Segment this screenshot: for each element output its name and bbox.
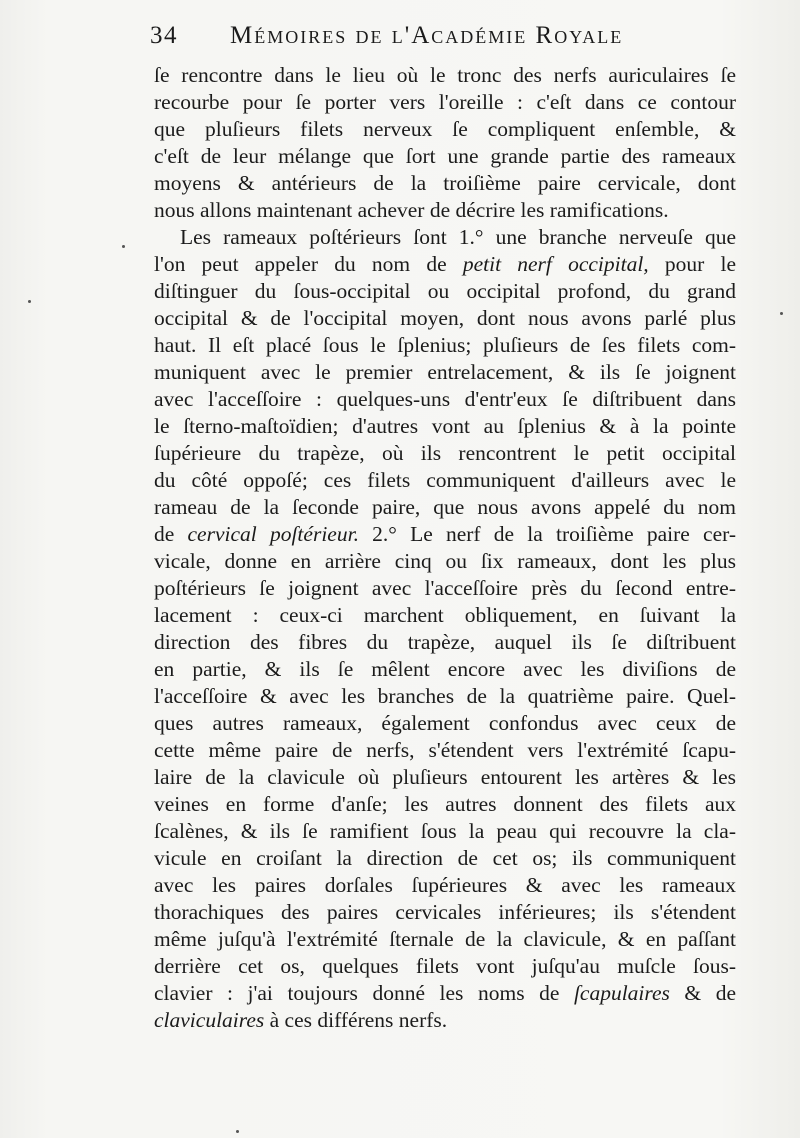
italic-term: petit nerf occipital,	[462, 252, 649, 276]
text-span: diſtinguer du ſous-occipital ou occipital profond, du grand	[154, 279, 736, 303]
text-span: du côté oppoſé; ces filets communiquent d'ailleurs avec le	[154, 468, 736, 492]
text-line	[154, 953, 736, 980]
text-span: ques autres rameaux, également confondus avec ceux de	[154, 711, 736, 735]
paper-speck	[236, 1130, 239, 1133]
text-line	[154, 602, 736, 629]
text-span: pour le	[648, 252, 736, 276]
text-line	[154, 899, 736, 926]
text-span: avec l'acceſſoire : quelques-uns d'entr'eux ſe diſtribuent dans	[154, 387, 736, 411]
text-span: ſe rencontre dans le lieu où le tronc des nerfs auriculaires ſe	[154, 63, 736, 87]
text-line	[154, 89, 736, 116]
text-span: poſtérieurs ſe joignent avec l'acceſſoire près du ſecond entre-	[154, 576, 736, 600]
running-title: Mémoires de l'Académie Royale	[230, 22, 624, 49]
italic-term: claviculaires	[154, 1008, 265, 1032]
text-line	[154, 386, 736, 413]
text-span: avec les paires dorſales ſupérieures & avec les rameaux	[154, 873, 736, 897]
text-line	[154, 980, 736, 1007]
text-line	[154, 332, 736, 359]
text-line	[154, 467, 736, 494]
text-line	[154, 683, 736, 710]
text-span: haut. Il eſt placé ſous le ſplenius; pluſieurs de ſes filets com-	[154, 333, 736, 357]
text-line	[154, 764, 736, 791]
text-line	[154, 926, 736, 953]
text-span: nous allons maintenant achever de décrire les ramifications.	[154, 198, 669, 222]
text-line	[154, 251, 736, 278]
text-span: & de	[669, 981, 736, 1005]
text-line	[154, 818, 736, 845]
text-line	[154, 494, 736, 521]
text-span: c'eſt de leur mélange que ſort une grande partie des rameaux	[154, 144, 736, 168]
body-text	[154, 62, 736, 1034]
text-span: que pluſieurs filets nerveux ſe compliquent enſemble, &	[154, 117, 736, 141]
text-line	[154, 197, 736, 224]
text-line	[154, 575, 736, 602]
text-span: thorachiques des paires cervicales inférieures; ils s'étendent	[154, 900, 736, 924]
text-span: vicule en croiſant la direction de cet os; ils communiquent	[154, 846, 736, 870]
text-span: recourbe pour ſe porter vers l'oreille : c'eſt dans ce contour	[154, 90, 736, 114]
text-span: vicale, donne en arrière cinq ou ſix rameaux, dont les plus	[154, 549, 736, 573]
text-span: veines en forme d'anſe; les autres donnent des filets aux	[154, 792, 736, 816]
italic-term: ſcapulaires	[573, 981, 670, 1005]
text-line	[154, 737, 736, 764]
text-line	[154, 413, 736, 440]
paper-speck	[28, 300, 31, 303]
text-span: en partie, & ils ſe mêlent encore avec les diviſions de	[154, 657, 736, 681]
text-span: rameau de la ſeconde paire, que nous avons appelé du nom	[154, 495, 736, 519]
text-span: Les rameaux poſtérieurs ſont 1.° une branche nerveuſe que	[180, 225, 736, 249]
text-span: muniquent avec le premier entrelacement, & ils ſe joignent	[154, 360, 736, 384]
paper-speck	[122, 245, 125, 248]
text-span: cette même paire de nerfs, s'étendent vers l'extrémité ſcapu-	[154, 738, 736, 762]
text-span: ſcalènes, & ils ſe ramifient ſous la peau qui recouvre la cla-	[154, 819, 736, 843]
text-span: direction des fibres du trapèze, auquel ils ſe diſtribuent	[154, 630, 736, 654]
text-span: le ſterno-maſtoïdien; d'autres vont au ſplenius & à la pointe	[154, 414, 736, 438]
text-line	[154, 656, 736, 683]
text-line	[154, 791, 736, 818]
text-span: occipital & de l'occipital moyen, dont nous avons parlé plus	[154, 306, 736, 330]
text-line	[154, 1007, 736, 1034]
text-line	[154, 143, 736, 170]
paper-speck	[780, 312, 783, 315]
text-line	[154, 521, 736, 548]
text-line	[154, 710, 736, 737]
text-span: derrière cet os, quelques filets vont juſqu'au muſcle ſous-	[154, 954, 736, 978]
text-line	[154, 359, 736, 386]
text-span: moyens & antérieurs de la troiſième paire cervicale, dont	[154, 171, 736, 195]
text-span: clavier : j'ai toujours donné les noms de	[154, 981, 574, 1005]
text-line	[154, 224, 736, 251]
text-line	[154, 629, 736, 656]
page-number: 34	[150, 22, 178, 49]
running-head	[150, 22, 750, 62]
text-line	[154, 278, 736, 305]
text-span: de	[154, 522, 188, 546]
text-line	[154, 440, 736, 467]
text-line	[154, 62, 736, 89]
text-span: l'on peut appeler du nom de	[154, 252, 463, 276]
text-span: l'acceſſoire & avec les branches de la quatrième paire. Quel-	[154, 684, 736, 708]
text-line	[154, 305, 736, 332]
text-span: à ces différens nerfs.	[264, 1008, 448, 1032]
text-span: ſupérieure du trapèze, où ils rencontrent le petit occipital	[154, 441, 736, 465]
text-line	[154, 872, 736, 899]
text-line	[154, 170, 736, 197]
italic-term: cervical poſtérieur.	[187, 522, 359, 546]
text-span: 2.° Le nerf de la troiſième paire cer-	[358, 522, 737, 546]
text-span: lacement : ceux-ci marchent obliquement, en ſuivant la	[154, 603, 736, 627]
text-span: laire de la clavicule où pluſieurs entourent les artères & les	[154, 765, 736, 789]
text-line	[154, 845, 736, 872]
text-line	[154, 548, 736, 575]
text-line	[154, 116, 736, 143]
text-span: même juſqu'à l'extrémité ſternale de la clavicule, & en paſſant	[154, 927, 736, 951]
